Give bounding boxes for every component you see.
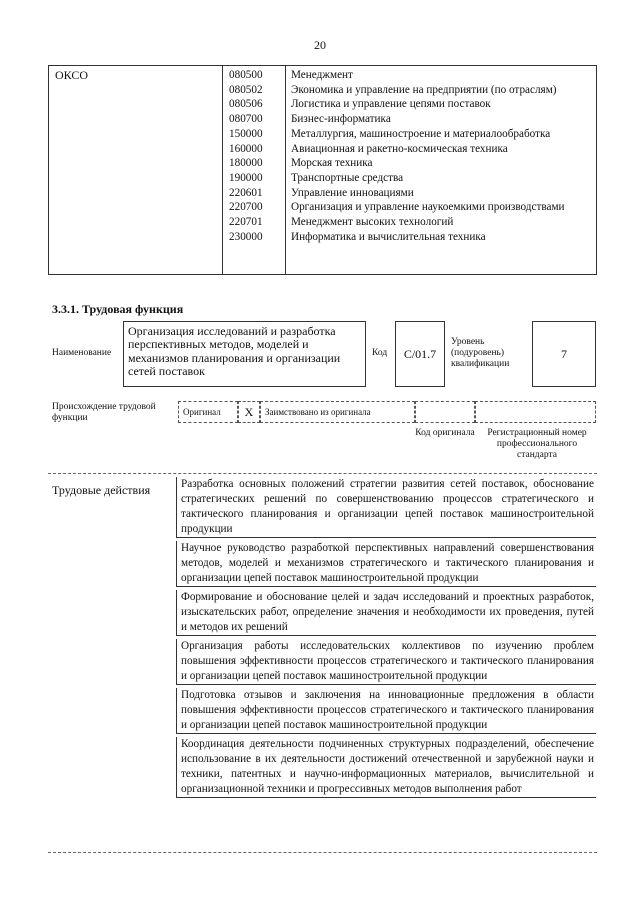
okso-row xyxy=(229,200,594,215)
okso-code: 080502 xyxy=(229,83,263,96)
okso-code: 230000 xyxy=(229,230,263,243)
okso-name: Организация и управление наукоемкими производствами xyxy=(291,201,565,214)
function-code-box: C/01.7 xyxy=(395,321,445,387)
origin-borrowed-cell xyxy=(260,401,415,423)
okso-name: Бизнес-информатика xyxy=(291,113,391,126)
okso-row xyxy=(229,127,594,142)
okso-row xyxy=(229,215,594,230)
code-original-label: Код оригинала xyxy=(415,428,475,438)
labour-action-item: Подготовка отзывов и заключения на инновационные предложения в области повышения эффективности процессов стратегического и тактического планирования и организации цепей поставок машиностроительной продукции xyxy=(176,688,596,734)
function-name-box: Организация исследований и разработка перспективных методов, моделей и механизмов планирования и организации сетей поставок xyxy=(123,321,366,387)
okso-code: 080700 xyxy=(229,113,263,126)
okso-row xyxy=(229,83,594,98)
labour-action-item: Организация работы исследовательских коллективов по изучению проблем повышения эффективности процессов стратегического и тактического планирования и организации цепей поставок машиностроительной продукции xyxy=(176,639,596,685)
origin-code-cell xyxy=(415,401,475,423)
okso-rows xyxy=(229,68,594,244)
labour-action-item: Разработка основных положений стратегии развития сетей поставок, обоснование стратегических решений по совершенствованию процессов стратегического и тактического планирования и организации цепей поставок машиностроительной продукции xyxy=(176,477,596,538)
okso-code: 160000 xyxy=(229,142,263,155)
okso-name: Авиационная и ракетно-космическая техника xyxy=(291,142,508,155)
labour-action-item: Научное руководство разработкой перспективных направлений совершенствования методов, моделей и механизмов стратегического и тактического планирования и организации цепей поставок машиностроительной продукции xyxy=(176,541,596,587)
okso-name: Менеджмент xyxy=(291,69,353,81)
okso-name: Металлургия, машиностроение и материалообработка xyxy=(291,127,551,140)
actions-top-border xyxy=(48,473,597,474)
okso-code: 220601 xyxy=(229,186,263,199)
okso-name: Логистика и управление цепями поставок xyxy=(291,98,491,111)
actions-label: Трудовые действия xyxy=(52,483,151,497)
okso-row xyxy=(229,171,594,186)
okso-row xyxy=(229,112,594,127)
actions-list xyxy=(176,477,596,801)
okso-code: 150000 xyxy=(229,127,263,140)
qualification-level-box: 7 xyxy=(532,321,596,387)
okso-row xyxy=(229,186,594,201)
origin-original-cell xyxy=(178,401,238,423)
actions-bottom-border xyxy=(48,852,597,853)
origin-original-label: Оригинал xyxy=(183,407,221,417)
okso-code: 180000 xyxy=(229,157,263,170)
origin-borrowed-label: Заимствовано из оригинала xyxy=(265,407,371,417)
okso-name: Морская техника xyxy=(291,157,373,170)
reg-number-label: Регистрационный номер профессионального стандарта xyxy=(487,428,587,460)
origin-mark-cell xyxy=(238,401,260,423)
okso-code: 220700 xyxy=(229,201,263,214)
okso-code: 220701 xyxy=(229,216,263,229)
labour-action-item: Координация деятельности подчиненных структурных подразделений, обеспечение использование в их деятельности достижений отечественной и зарубежной науки и техники, патентных и научно-информационных материалов, вычислительной и организационной техники и прогрессивных методов выполнения работ xyxy=(176,737,596,798)
okso-row xyxy=(229,156,594,171)
okso-code: 190000 xyxy=(229,171,263,184)
function-name-label: Наименование xyxy=(52,348,112,358)
section-title: 3.3.1. Трудовая функция xyxy=(52,302,184,316)
okso-row xyxy=(229,68,594,83)
okso-row xyxy=(229,230,594,245)
qualification-level-label: Уровень (подуровень) квалификации xyxy=(451,337,510,369)
okso-name: Экономика и управление на предприятии (по отраслям) xyxy=(291,83,557,96)
okso-code: 080506 xyxy=(229,98,263,111)
okso-row xyxy=(229,142,594,157)
okso-name: Транспортные средства xyxy=(291,171,404,184)
page-number: 20 xyxy=(314,38,326,52)
okso-name: Управление инновациями xyxy=(291,186,414,199)
okso-name: Информатика и вычислительная техника xyxy=(291,230,486,243)
function-code-label: Код xyxy=(372,348,388,358)
okso-label: ОКСО xyxy=(55,68,89,82)
okso-code: 080500 xyxy=(229,69,263,81)
okso-name: Менеджмент высоких технологий xyxy=(291,216,454,229)
origin-mark: X xyxy=(244,404,254,419)
okso-table xyxy=(48,65,597,275)
origin-label: Происхождение трудовой функции xyxy=(52,402,156,423)
origin-reg-cell xyxy=(475,401,596,423)
okso-column-divider xyxy=(222,66,223,274)
okso-row xyxy=(229,97,594,112)
labour-action-item: Формирование и обоснование целей и задач исследований и проектных разработок, изыскательских работ, определение значения и необходимости их проведения, путей и методов их решений xyxy=(176,590,596,636)
